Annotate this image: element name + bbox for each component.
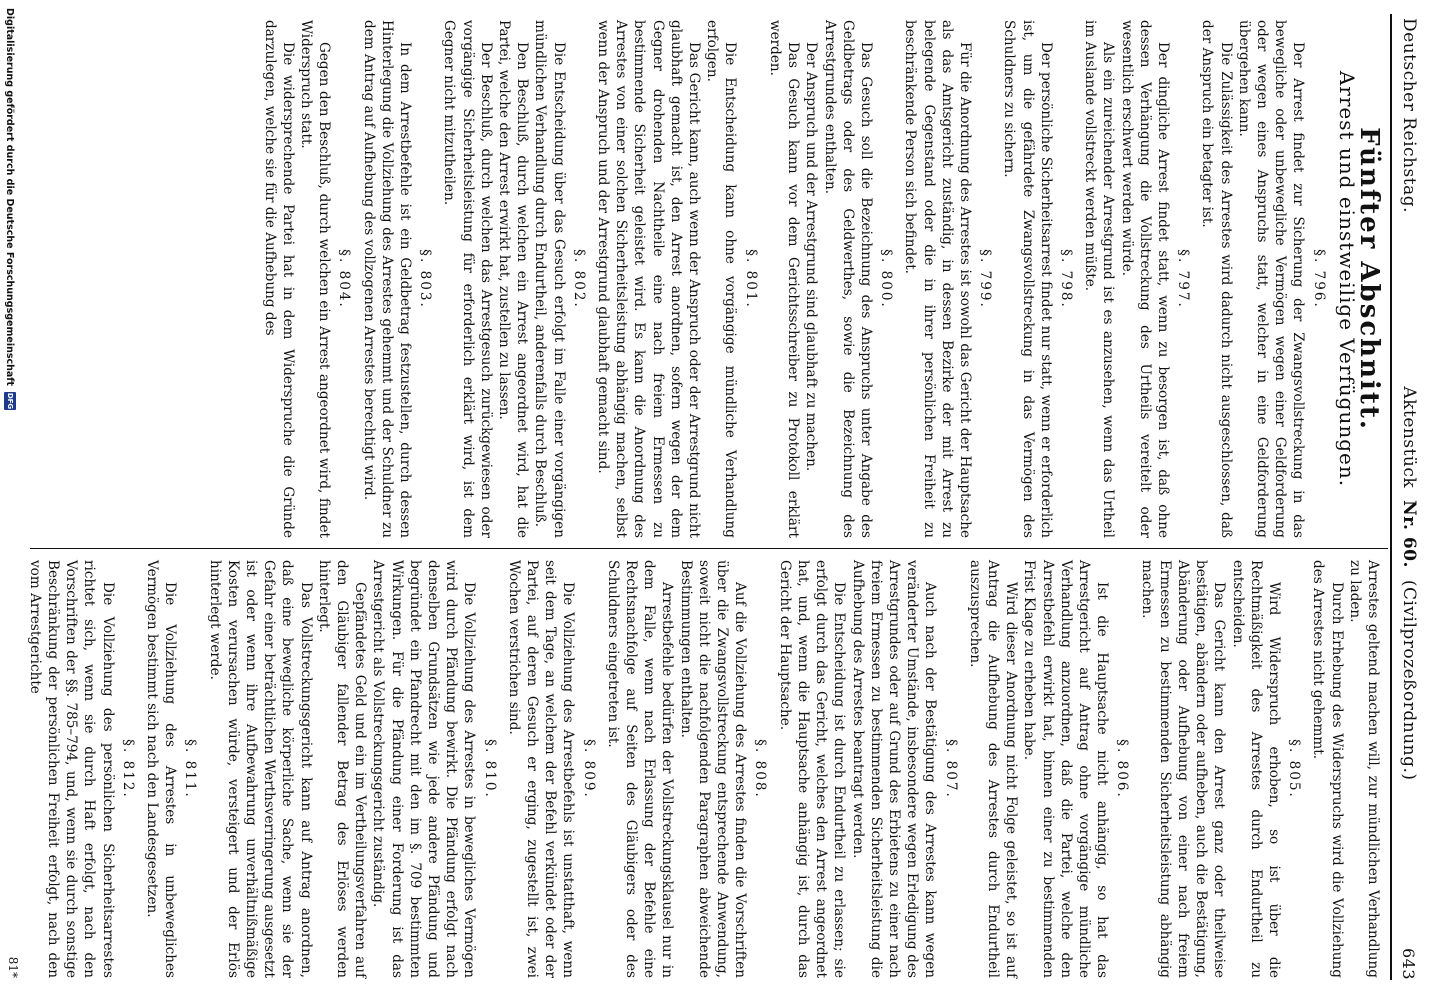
paragraph-text: In dem Arrestbefehle ist ein Geldbetrag festzustellen, durch dessen Hinterlegung die Vollziehung des Arrestes gehemmt und der Schuldner zu dem Antrag auf Aufhebung des vollzogenen Arrestes berechtigt wird. [360, 20, 414, 538]
paragraph-text: Auch nach der Bestätigung des Arrestes kann wegen veränderter Umstände, insbesondere wegen Erledigung des Arrestgrundes oder auf Grund des Erbietens zu einer nach freiem Ermessen zu bestimmenden Sicherheitsleistung die Aufhebung des Arrestes beantragt werden. [849, 560, 939, 978]
paragraph-text: Der Anspruch und der Arrestgrund sind glaubhaft zu machen. [803, 42, 820, 472]
paragraph-number: §. 807. [942, 739, 959, 799]
paragraph-number: §. 800. [878, 249, 895, 309]
paragraph-text: Die Vollziehung des persönlichen Sicherheitsarrestes richtet sich, wenn sie durch Haft erfolgt, nach den Vorschriften der §§. 785–794, und, wenn sie durch sonstige Beschränkung der persönlichen Freiheit erfolgt, nach den vom Arrestgerichte [26, 560, 116, 978]
paragraph-number: §. 809. [580, 739, 597, 799]
paragraph-number: §. 811. [182, 739, 199, 799]
paragraph-number: §. 797. [1175, 249, 1192, 309]
paragraph-text: Auf die Vollziehung des Arrestes finden die Vorschriften über die Zwangsvollstreckung entsprechende Anwendung, soweit nicht die nachfolgenden Paragraphen abweichende Bestimmungen enthalten. [677, 560, 749, 978]
paragraph-text: Wird dieser Anordnung nicht Folge geleistet, so ist auf Antrag die Aufhebung des Arrestes durch Endurtheil auszusprechen. [966, 560, 1020, 978]
paragraph-text: Der Beschluß, durch welchen das Arrestgesuch zurückgewiesen oder vorgängige Sicherheitsleistung für erforderlich erklärt wird, ist dem Gegner nicht mitzutheilen. [441, 20, 494, 538]
paragraph-number: §. 803. [417, 249, 434, 309]
paragraph-number: §. 804. [336, 249, 353, 309]
paragraph-text: Für die Anordnung des Arrestes ist sowohl das Gericht der Hauptsache als das Amtsgericht zuständig, in dessen Bezirke der mit Arrest zu belegende Gegenstand oder die in ihrer persönlichen Freiheit zu beschränkende Person sich befindet. [902, 20, 973, 538]
dfg-logo-icon: DFG [6, 392, 14, 410]
paragraph-text: Den Beschluß, durch welchen ein Arrest angeordnet wird, hat die Partei, welche den Arrest erwirkt hat, zustellen zu lassen. [496, 20, 531, 538]
paragraph-text: Die Vollziehung des Arrestbefehls ist unstatthaft, wenn seit dem Tage, an welchem der Befehl verkündet oder der Partei, auf deren Gesuch er erging, zugestellt ist, zwei Wochen verstrichen sind. [505, 560, 577, 978]
paragraph-text: Wird Widerspruch erhoben, so ist über die Rechtmäßigkeit des Arrestes durch Endurtheil zu entscheiden. [1229, 560, 1282, 978]
paragraph-text: Das Gesuch soll die Bezeichnung des Anspruchs unter Angabe des Geldbetrags oder des Geldwerthes, sowie die Bezeichnung des Arrestgrundes enthalten. [821, 20, 874, 538]
paragraph-text: Gegen den Beschluß, durch welchen ein Arrest angeordnet wird, findet Widerspruch statt. [298, 20, 333, 538]
paragraph-text: Durch Erhebung des Widerspruchs wird die Vollziehung des Arrestes nicht gehemmt. [1310, 560, 1345, 978]
signature-mark: 81* [5, 956, 20, 978]
paragraph-text: Gepfändetes Geld und ein im Vertheilungsverfahren auf den Gläubiger fallender Betrag des Erlöses werden hinterlegt. [315, 560, 369, 978]
paragraph-text: Das Gericht kann, auch wenn der Anspruch oder der Arrestgrund nicht glaubhaft gemacht ist, den Arrest anordnen, sofern wegen der dem Gegner drohenden Nachtheile eine nach freiem Ermessen zu bestimmende Sicherheit geleistet wird. Es kann die Anordnung des Arrestes von einer solchen Sicherheitsleistung abhängig machen, selbst wenn der Anspruch und der Arrestgrund glaubhaft gemacht sind. [595, 20, 703, 538]
page-header [1394, 18, 1424, 980]
section-title: Fünfter Abschnitt. [1354, 127, 1384, 431]
paragraph-text: Als ein zureichender Arrestgrund ist es anzusehen, wenn das Urtheil im Auslande vollstreckt werden müßte. [1082, 20, 1117, 538]
paragraph-number: §. 812. [119, 739, 136, 799]
paragraph-text: Die Zulässigkeit des Arrestes wird dadurch nicht ausgeschlossen, daß der Anspruch ein betagter ist. [1199, 20, 1234, 538]
document-subject: (Civilprozeßordnung.) [1399, 579, 1419, 781]
paragraph-number: §. 805. [1286, 739, 1303, 799]
paragraph-number: §. 801. [742, 249, 759, 309]
document-label: Aktenstück [1399, 386, 1419, 489]
paragraph-text: Arrestbefehle bedürfen der Vollstreckungsklausel nur in dem Falle, wenn nach Erlassung der Befehle eine Rechtsnachfolge auf Seiten des Gläubigers oder des Schuldners eingetreten ist. [604, 560, 676, 978]
section-subtitle: Arrest und einstweilige Verfügungen. [1334, 70, 1359, 488]
paragraph-text: Der Arrest findet zur Sicherung der Zwangsvollstreckung in das bewegliche oder unbewegliche Vermögen wegen einer Geldforderung oder wegen eines Anspruchs statt, welcher in eine Geldforderung übergehen kann. [1235, 20, 1307, 538]
paragraph-text: Die Entscheidung ist durch Endurtheil zu erlassen; sie erfolgt durch das Gericht, welches den Arrest angeordnet hat, und, wenn die Hauptsache anhängig ist, durch das Gericht der Hauptsache. [776, 560, 848, 978]
paragraph-text: Arrestes geltend machen will, zur mündlichen Verhandlung zu laden. [1346, 560, 1381, 978]
page-number: 643 [1399, 947, 1419, 980]
right-column [5, 560, 1382, 978]
paragraph-number: §. 799. [977, 249, 994, 309]
paragraph-number: §. 808. [752, 739, 769, 799]
digitization-footer [4, 8, 16, 568]
paragraph-text: Der persönliche Sicherheitsarrest findet nur statt, wenn er erforderlich ist, um die gefährdete Zwangsvollstreckung in das Vermögen des Schuldners zu sichern. [1001, 20, 1054, 538]
column-separator [30, 548, 1388, 549]
paragraph-number: §. 796. [1310, 249, 1327, 309]
paragraph-text: Die Vollziehung des Arrestes in bewegliches Vermögen wird durch Pfändung bewirkt. Die Pfändung erfolgt nach denselben Grundsätzen wie jede andere Pfändung und begründet ein Pfandrecht mit den im §. 709 bestimmten Wirkungen. Für die Pfändung einer Forderung ist das Arrestgericht als Vollstreckungsgericht zuständig. [370, 560, 478, 978]
footer-text: Digitalisierung gefördert durch die Deutsche Forschungsgemeinschaft [4, 8, 16, 386]
paragraph-number: §. 806. [1114, 739, 1131, 799]
paragraph-text: Ist die Hauptsache nicht anhängig, so hat das Arrestgericht auf Antrag ohne vorgängige mündliche Verhandlung anzuordnen, daß die Partei, welche den Arrestbefehl erwirkt hat, binnen einer zu bestimmenden Frist Klage zu erheben habe. [1021, 560, 1111, 978]
paragraph-number: §. 798. [1057, 249, 1074, 309]
paragraph-text: Die Entscheidung kann ohne vorgängige mündliche Verhandlung erfolgen. [704, 20, 739, 538]
left-column [30, 20, 1382, 538]
document-reference [1399, 213, 1419, 948]
paragraph-number: §. 802. [570, 249, 587, 309]
paragraph-number: §. 810. [481, 739, 498, 799]
header-rule [1390, 14, 1392, 980]
paragraph-text: Die widersprechende Partei hat in dem Widerspruche die Gründe darzulegen, welche sie für die Aufhebung des [261, 20, 296, 538]
publication-name: Deutscher Reichstag. [1399, 18, 1419, 213]
paragraph-text: Das Gesuch kann vor dem Gerichtsschreiber zu Protokoll erklärt werden. [766, 20, 802, 538]
paragraph-text: Die Vollziehung des Arrestes in unbewegliches Vermögen bestimmt sich nach den Landesgesetzen. [144, 560, 179, 978]
paragraph-text: Das Gericht kann den Arrest ganz oder theilweise bestätigen, abändern oder aufheben, auch die Bestätigung, Abänderung oder Aufhebung von einer nach freiem Ermessen zu bestimmenden Sicherheitsleistung abhängig machen. [1138, 560, 1228, 978]
paragraph-text: Das Vollstreckungsgericht kann auf Antrag anordnen, daß eine bewegliche körperliche Sache, wenn sie der Gefahr einer beträchtlichen Werthsverringerung ausgesetzt ist oder wenn ihre Aufbewahrung unverhältnißmäßige Kosten verursachen würde, versteigert und der Erlös hinterlegt werde. [206, 560, 314, 978]
document-number: Nr. 60. [1399, 500, 1419, 568]
paragraph-text: Die Entscheidung über das Gesuch erfolgt im Falle einer vorgängigen mündlichen Verhandlung durch Endurtheil, anderenfalls durch Beschluß. [532, 20, 567, 538]
paragraph-text: Der dingliche Arrest findet statt, wenn zu besorgen ist, daß ohne dessen Verhängung die Vollstreckung des Urtheils vereitelt oder wesentlich erschwert werden würde. [1118, 20, 1171, 538]
